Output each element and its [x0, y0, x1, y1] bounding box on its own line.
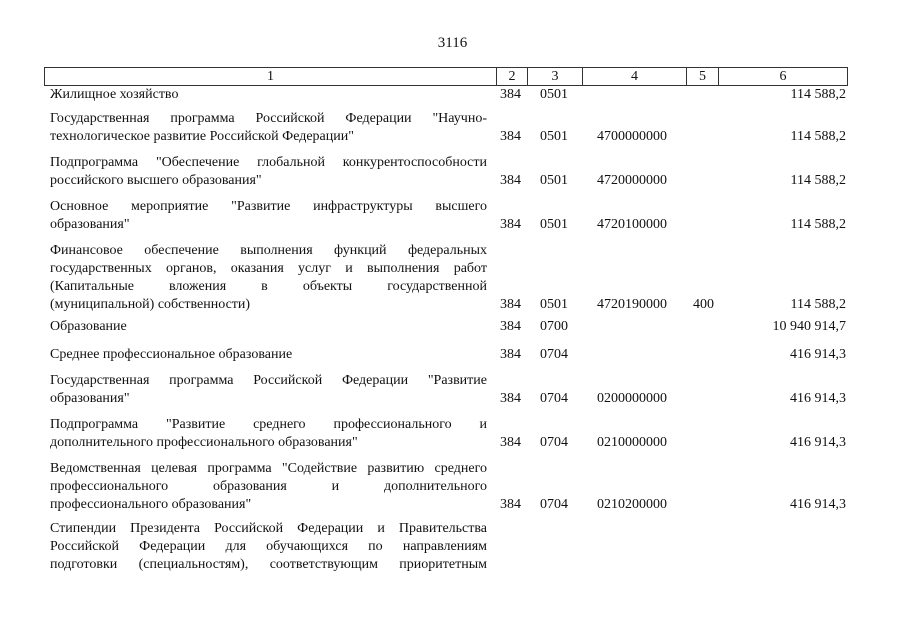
ministry-code: 384	[500, 173, 521, 188]
section-code: 0704	[540, 435, 568, 450]
description-line: (Капитальные вложения в объекты государственной	[50, 279, 487, 294]
description-line: Подпрограмма "Обеспечение глобальной конкурентоспособности	[50, 155, 487, 170]
section-code: 0704	[540, 347, 568, 362]
description-line: Основное мероприятие "Развитие инфраструктуры высшего	[50, 199, 487, 214]
ministry-code: 384	[500, 129, 521, 144]
amount: 10 940 914,7	[772, 319, 846, 334]
ministry-code: 384	[500, 297, 521, 312]
description-line: Государственная программа Российской Федерации "Развитие	[50, 373, 487, 388]
table-header	[44, 67, 848, 86]
ministry-code: 384	[500, 435, 521, 450]
section-code: 0704	[540, 391, 568, 406]
amount: 416 914,3	[790, 391, 846, 406]
description-line: профессионального образования и дополнительного	[50, 479, 487, 494]
target-article: 0210000000	[597, 435, 667, 450]
description-line: российского высшего образования"	[50, 173, 262, 188]
row-description	[50, 460, 487, 514]
description-line: Стипендии Президента Российской Федерации и Правительства	[50, 521, 487, 536]
ministry-code: 384	[500, 497, 521, 512]
amount: 114 588,2	[790, 173, 846, 188]
amount: 416 914,3	[790, 497, 846, 512]
ministry-code: 384	[500, 319, 521, 334]
header-col-4: 4	[582, 68, 686, 85]
target-article: 0210200000	[597, 497, 667, 512]
target-article: 4720100000	[597, 217, 667, 232]
ministry-code: 384	[500, 391, 521, 406]
ministry-code: 384	[500, 217, 521, 232]
row-description	[50, 110, 487, 146]
row-description	[50, 242, 487, 314]
row-description	[50, 198, 487, 234]
section-code: 0704	[540, 497, 568, 512]
row-description	[50, 86, 487, 104]
description-line: профессионального образования"	[50, 497, 252, 512]
description-line: Ведомственная целевая программа "Содействие развитию среднего	[50, 461, 487, 476]
expense-type: 400	[693, 297, 714, 312]
row-description	[50, 346, 487, 364]
section-code: 0501	[540, 129, 568, 144]
amount: 416 914,3	[790, 347, 846, 362]
ministry-code: 384	[500, 87, 521, 102]
amount: 114 588,2	[790, 129, 846, 144]
description-line: образования"	[50, 217, 130, 232]
amount: 114 588,2	[790, 87, 846, 102]
description-line: технологическое развитие Российской Федерации"	[50, 129, 354, 144]
header-col-6: 6	[718, 68, 848, 85]
description-line: подготовки (специальностям), соответствующим приоритетным	[50, 557, 487, 572]
header-col-2: 2	[496, 68, 527, 85]
ministry-code: 384	[500, 347, 521, 362]
amount: 114 588,2	[790, 217, 846, 232]
row-description	[50, 372, 487, 408]
description-line: Среднее профессиональное образование	[50, 347, 293, 362]
row-description	[50, 416, 487, 452]
description-line: дополнительного профессионального образования"	[50, 435, 358, 450]
section-code: 0700	[540, 319, 568, 334]
description-line: Жилищное хозяйство	[50, 87, 179, 102]
section-code: 0501	[540, 173, 568, 188]
row-description	[50, 154, 487, 190]
section-code: 0501	[540, 217, 568, 232]
description-line: Подпрограмма "Развитие среднего профессионального и	[50, 417, 487, 432]
description-line: (муниципальной) собственности)	[50, 297, 251, 312]
section-code: 0501	[540, 87, 568, 102]
row-description	[50, 520, 487, 574]
target-article: 4720190000	[597, 297, 667, 312]
page-number: 3116	[437, 35, 468, 51]
header-col-3: 3	[527, 68, 582, 85]
row-description	[50, 318, 487, 336]
header-col-1: 1	[44, 68, 496, 85]
section-code: 0501	[540, 297, 568, 312]
description-line: Образование	[50, 319, 127, 334]
description-line: Государственная программа Российской Федерации "Научно-	[50, 111, 487, 126]
target-article: 0200000000	[597, 391, 667, 406]
target-article: 4700000000	[597, 129, 667, 144]
description-line: образования"	[50, 391, 130, 406]
description-line: государственных органов, оказания услуг и выполнения работ	[50, 261, 487, 276]
target-article: 4720000000	[597, 173, 667, 188]
amount: 114 588,2	[790, 297, 846, 312]
amount: 416 914,3	[790, 435, 846, 450]
header-col-5: 5	[686, 68, 718, 85]
description-line: Финансовое обеспечение выполнения функций федеральных	[50, 243, 487, 258]
description-line: Российской Федерации для обучающихся по направлениям	[50, 539, 487, 554]
